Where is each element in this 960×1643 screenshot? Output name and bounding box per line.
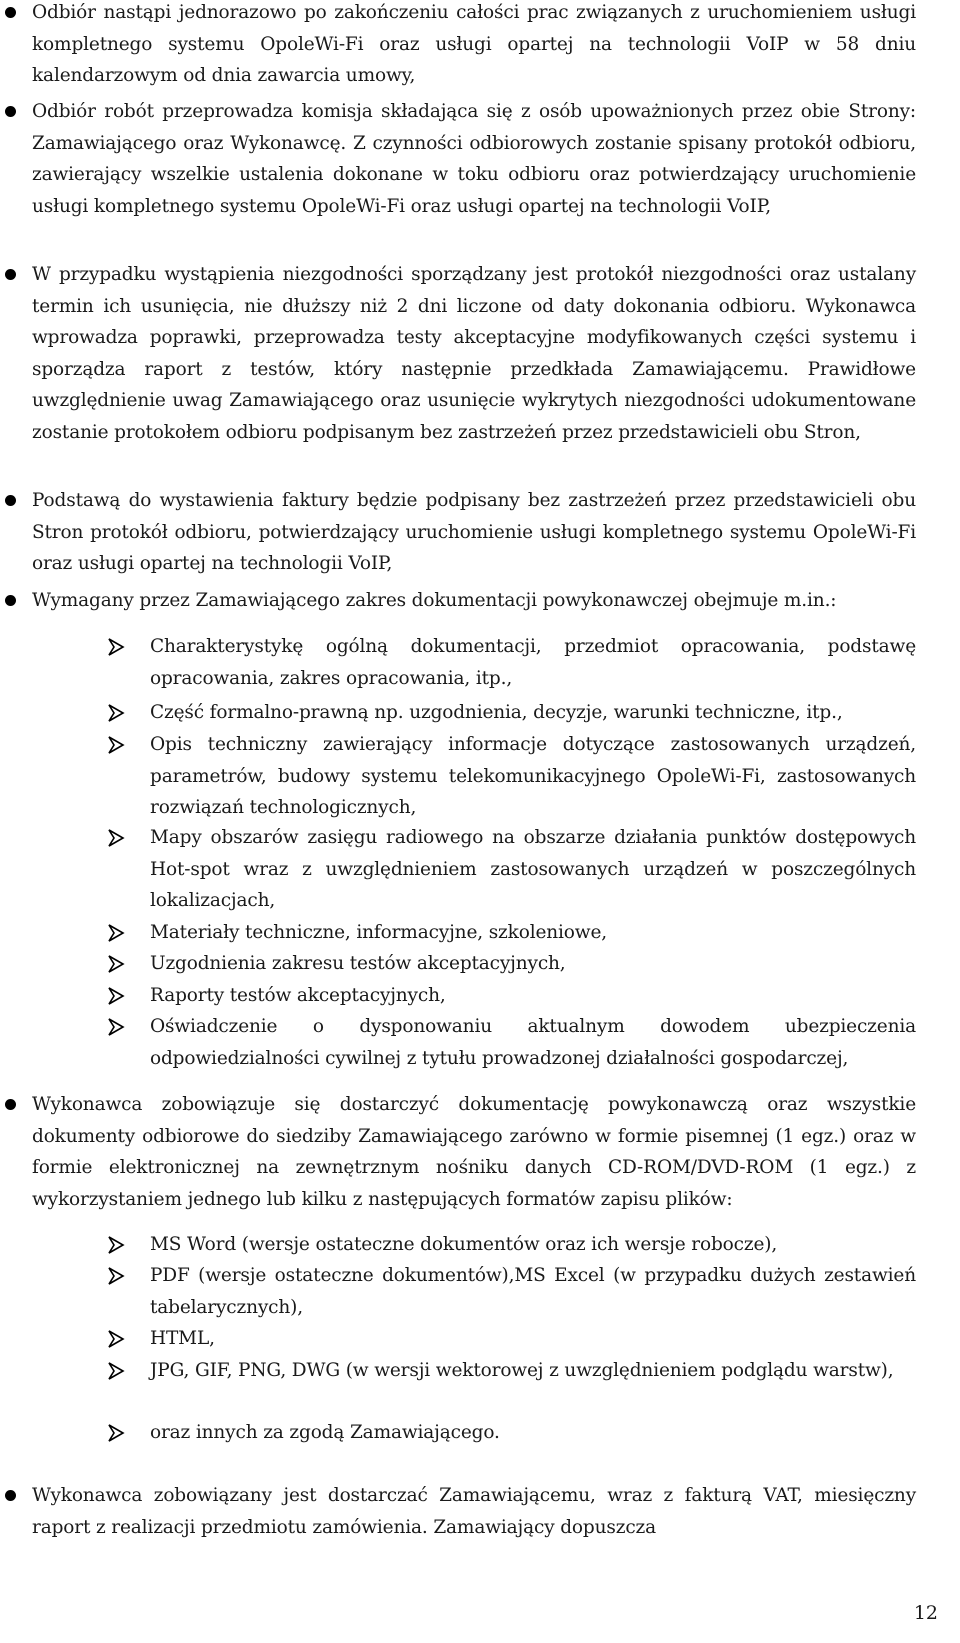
docs-list-item (150, 822, 916, 917)
docs-list-text: Oświadczenie o dysponowaniu aktualnym dowodem ubezpieczenia odpowiedzialności cywilnej z tytułu prowadzonej działalności gospodarczej, (150, 1016, 916, 1069)
docs-list-text: Charakterystykę ogólną dokumentacji, przedmiot opracowania, podstawę opracowania, zakres opracowania, itp., (150, 636, 916, 689)
docs-list-item (150, 729, 916, 824)
arrowhead-bullet-icon (106, 923, 126, 943)
docs-list-text: Opis techniczny zawierający informacje dotyczące zastosowanych urządzeń, parametrów, budowy systemu telekomunikacyjnego OpoleWi-Fi, zastosowanych rozwiązań technologicznych, (150, 734, 916, 819)
formats-list-item (150, 1229, 916, 1261)
arrowhead-bullet-icon (106, 1266, 126, 1286)
bullet-item (32, 0, 916, 92)
bullet-text: W przypadku wystąpienia niezgodności sporządzany jest protokół niezgodności oraz ustalany termin ich usunięcia, nie dłuższy niż 2 dni liczone od daty dokonania odbioru. Wykonawca wprowadza poprawki, przeprowadza testy akceptacyjne modyfikowanych części systemu i sporządza raport z testów, który następnie przedkłada Zamawiającemu. Prawidłowe uwzględnienie uwag Zamawiającego oraz usunięcie wykrytych niezgodności udokumentowane zostanie protokołem odbioru podpisanym bez zastrzeżeń przez przedstawicieli obu Stron, (32, 264, 916, 443)
bullet-text: Wykonawca zobowiązany jest dostarczać Zamawiającemu, wraz z fakturą VAT, miesięczny raport z realizacji przedmiotu zamówienia. Zamawiający dopuszcza (32, 1485, 916, 1538)
formats-list-text: oraz innych za zgodą Zamawiającego. (150, 1422, 500, 1443)
formats-list-text: PDF (wersje ostateczne dokumentów),MS Excel (w przypadku dużych zestawień tabelarycznych), (150, 1265, 916, 1318)
docs-list-text: Raporty testów akceptacyjnych, (150, 985, 446, 1006)
formats-list-text: HTML, (150, 1328, 215, 1349)
arrowhead-bullet-icon (106, 986, 126, 1006)
bullet-text: Odbiór robót przeprowadza komisja składająca się z osób upoważnionych przez obie Strony: Zamawiającego oraz Wykonawcę. Z czynności odbiorowych zostanie spisany protokół odbioru, zawierający wszelkie ustalenia dokonane w toku odbioru oraz potwierdzający uruchomienie usługi kompletnego systemu OpoleWi-Fi oraz usługi opartej na technologii VoIP, (32, 101, 916, 217)
formats-list-item (150, 1355, 916, 1387)
docs-list-text: Uzgodnienia zakresu testów akceptacyjnych, (150, 953, 566, 974)
bullet-item (32, 585, 916, 617)
docs-list-item (150, 948, 916, 980)
bullet-text: Podstawą do wystawienia faktury będzie podpisany bez zastrzeżeń przez przedstawicieli obu Stron protokół odbioru, potwierdzający uruchomienie usługi kompletnego systemu OpoleWi-Fi oraz usługi opartej na technologii VoIP, (32, 490, 916, 575)
arrowhead-bullet-icon (106, 954, 126, 974)
docs-list-item (150, 697, 916, 729)
bullet-item (32, 96, 916, 222)
bullet-icon (5, 1099, 16, 1110)
page-number: 12 (913, 1602, 938, 1624)
arrowhead-bullet-icon (106, 1235, 126, 1255)
bullet-icon (5, 7, 16, 18)
bullet-item (32, 485, 916, 580)
formats-list-text: JPG, GIF, PNG, DWG (w wersji wektorowej z uwzględnieniem podglądu warstw), (150, 1360, 894, 1381)
formats-list-item (150, 1323, 916, 1355)
bullet-text: Wykonawca zobowiązuje się dostarczyć dokumentację powykonawczą oraz wszystkie dokumenty odbiorowe do siedziby Zamawiającego zarówno w formie pisemnej (1 egz.) oraz w formie elektronicznej na zewnętrznym nośniku danych CD-ROM/DVD-ROM (1 egz.) z wykorzystaniem jednego lub kilku z następujących formatów zapisu plików: (32, 1094, 916, 1210)
arrowhead-bullet-icon (106, 703, 126, 723)
bullet-icon (5, 495, 16, 506)
bullet-icon (5, 269, 16, 280)
arrowhead-bullet-icon (106, 637, 126, 657)
arrowhead-bullet-icon (106, 1423, 126, 1443)
formats-list-item (150, 1260, 916, 1323)
docs-list-item (150, 980, 916, 1012)
bullet-item (32, 1480, 916, 1543)
arrowhead-bullet-icon (106, 1361, 126, 1381)
arrowhead-bullet-icon (106, 1329, 126, 1349)
formats-list-item (150, 1417, 916, 1449)
arrowhead-bullet-icon (106, 828, 126, 848)
bullet-item (32, 1089, 916, 1215)
bullet-icon (5, 106, 16, 117)
bullet-icon (5, 1490, 16, 1501)
formats-list-text: MS Word (wersje ostateczne dokumentów oraz ich wersje robocze), (150, 1234, 778, 1255)
docs-list-text: Mapy obszarów zasięgu radiowego na obszarze działania punktów dostępowych Hot-spot wraz z uwzględnieniem zastosowanych urządzeń w poszczególnych lokalizacjach, (150, 827, 916, 912)
bullet-icon (5, 595, 16, 606)
bullet-text: Odbiór nastąpi jednorazowo po zakończeniu całości prac związanych z uruchomieniem usługi kompletnego systemu OpoleWi-Fi oraz usługi opartej na technologii VoIP w 58 dniu kalendarzowym od dnia zawarcia umowy, (32, 2, 916, 87)
docs-list-text: Część formalno-prawną np. uzgodnienia, decyzje, warunki techniczne, itp., (150, 702, 843, 723)
arrowhead-bullet-icon (106, 735, 126, 755)
docs-list-text: Materiały techniczne, informacyjne, szkoleniowe, (150, 922, 607, 943)
docs-list-item (150, 631, 916, 694)
bullet-item (32, 259, 916, 449)
arrowhead-bullet-icon (106, 1017, 126, 1037)
docs-list-item (150, 917, 916, 949)
bullet-text: Wymagany przez Zamawiającego zakres dokumentacji powykonawczej obejmuje m.in.: (32, 590, 837, 611)
docs-list-item (150, 1011, 916, 1074)
